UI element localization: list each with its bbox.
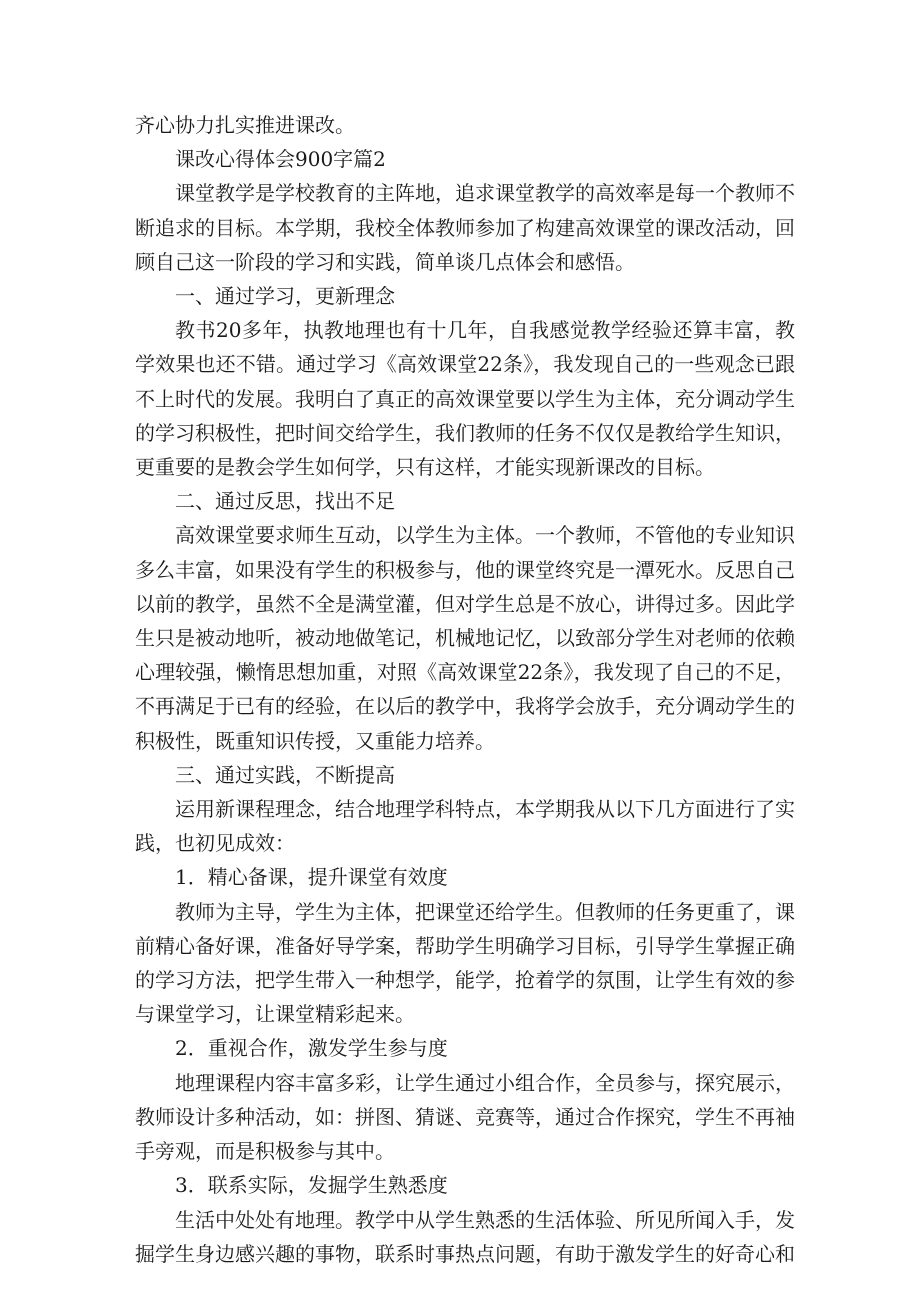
section-heading: 二、通过反思，找出不足 [175, 489, 395, 514]
document-body [135, 108, 795, 1271]
paragraph: 课堂教学是学校教育的主阵地，追求课堂教学的高效率是每一个教师不断追求的目标。本学期，我校全体教师参加了构建高效课堂的课改活动，回顾自己这一阶段的学习和实践，简单谈几点体会和感悟。 [135, 181, 795, 274]
paragraph: 教书20多年，执教地理也有十几年，自我感觉教学经验还算丰富，教学效果也还不错。通过学习《高效课堂22条》，我发现自己的一些观念已跟不上时代的发展。我明白了真正的高效课堂要以学生为主体，充分调动学生的学习积极性，把时间交给学生，我们教师的任务不仅仅是教给学生知识，更重要的是教会学生如何学，只有这样，才能实现新课改的目标。 [135, 318, 795, 480]
paragraph: 齐心协力扎实推进课改。 [135, 113, 355, 137]
section-heading: 一、通过学习，更新理念 [175, 284, 395, 309]
paragraph: 高效课堂要求师生互动，以学生为主体。一个教师，不管他的专业知识多么丰富，如果没有学生的积极参与，他的课堂终究是一潭死水。反思自己以前的教学，虽然不全是满堂灌，但对学生总是不放心，讲得过多。因此学生只是被动地听，被动地做笔记，机械地记忆，以致部分学生对老师的依赖心理较强，懒惰思想加重，对照《高效课堂22条》，我发现了自己的不足，不再满足于已有的经验，在以后的教学中，我将学会放手，充分调动学生的积极性，既重知识传授，又重能力培养。 [135, 523, 795, 753]
paragraph: 生活中处处有地理。教学中从学生熟悉的生活体验、所见所闻入手，发掘学生身边感兴趣的事物，联系时事热点问题，有助于激发学生的好奇心和 [135, 1207, 795, 1266]
paragraph: 教师为主导，学生为主体，把课堂还给学生。但教师的任务更重了，课前精心备好课，准备好导学案，帮助学生明确学习目标，引导学生掌握正确的学习方法，把学生带入一种想学，能学，抢着学的氛围，让学生有效的参与课堂学习，让课堂精彩起来。 [135, 899, 795, 1027]
paragraph: 地理课程内容丰富多彩，让学生通过小组合作，全员参与，探究展示，教师设计多种活动，如：拼图、猜谜、竞赛等，通过合作探究，学生不再袖手旁观，而是积极参与其中。 [135, 1070, 795, 1164]
section-heading: 三、通过实践，不断提高 [175, 762, 395, 787]
subsection-heading: 1．精心备课，提升课堂有效度 [175, 865, 448, 890]
section-title: 课改心得体会900字篇2 [175, 147, 386, 172]
subsection-heading: 2．重视合作，激发学生参与度 [175, 1036, 448, 1061]
subsection-heading: 3．联系实际，发掘学生熟悉度 [175, 1173, 448, 1198]
paragraph: 运用新课程理念，结合地理学科特点，本学期我从以下几方面进行了实践，也初见成效： [135, 797, 795, 856]
